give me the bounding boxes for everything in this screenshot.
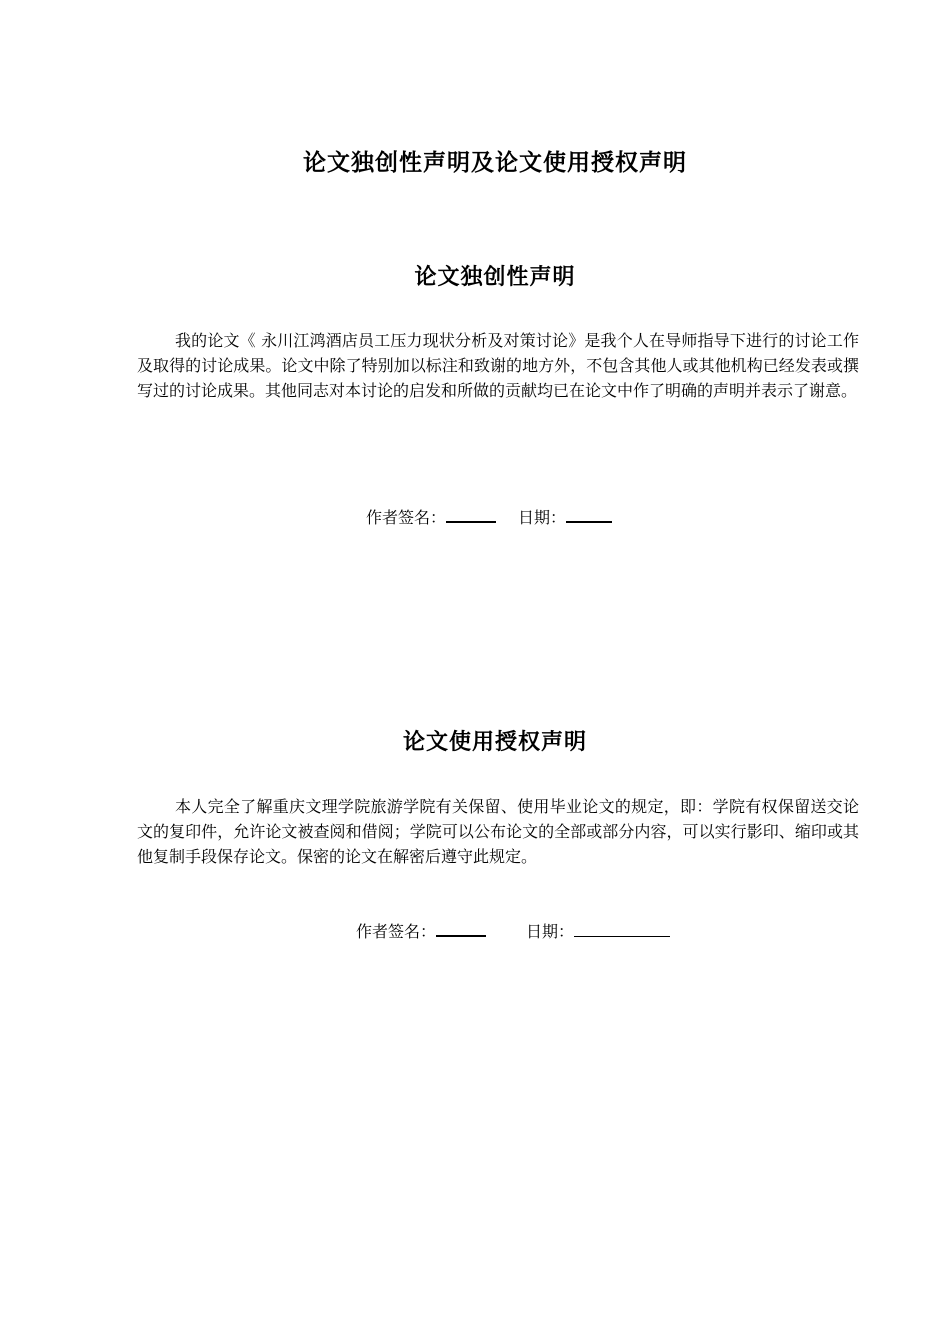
date-blank (574, 922, 670, 937)
originality-signature-row (366, 505, 614, 531)
date-label: 日期： (526, 922, 575, 941)
page-title: 论文独创性声明及论文使用授权声明 (303, 150, 687, 176)
date-label: 日期： (518, 508, 567, 527)
authorization-title: 论文使用授权声明 (402, 730, 587, 755)
originality-title: 论文独创性声明 (414, 265, 576, 290)
signature-label: 作者签名： (366, 508, 447, 527)
authorization-body: 本人完全了解重庆文理学院旅游学院有关保留、使用毕业论文的规定，即：学院有权保留送交论文的复印件，允许论文被查阅和借阅；学院可以公布论文的全部或部分内容，可以实行影印、缩印或其他复制手段保存论文。保密的论文在解密后遵守此规定。 (137, 797, 859, 866)
signature-label: 作者签名： (356, 922, 437, 941)
signature-blank (446, 507, 496, 523)
authorization-signature-row (356, 919, 672, 945)
date-blank (566, 507, 612, 523)
signature-blank (436, 921, 486, 937)
originality-body: 我的论文《 永川江鸿酒店员工压力现状分析及对策讨论》是我个人在导师指导下进行的讨论工作及取得的讨论成果。论文中除了特别加以标注和致谢的地方外，不包含其他人或其他机构已经发表或撰写过的讨论成果。其他同志对本讨论的启发和所做的贡献均已在论文中作了明确的声明并表示了谢意。 (137, 331, 859, 400)
